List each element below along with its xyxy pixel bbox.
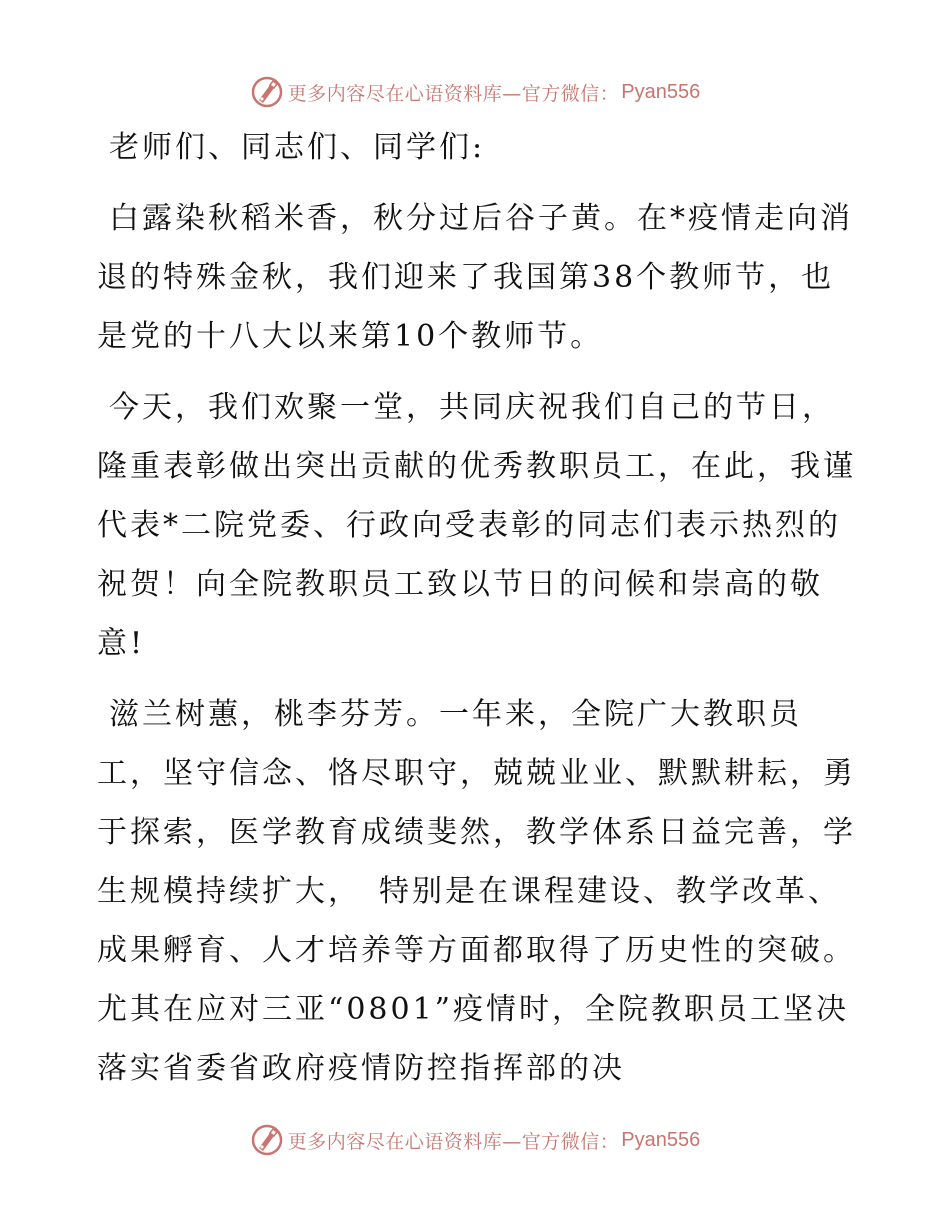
paragraph-1: 白露染秋稻米香，秋分过后谷子黄。在*疫情走向消退的特殊金秋，我们迎来了我国第38个教师节，也是党的十八大以来第10个教师节。 — [97, 201, 853, 354]
header-watermark-banner — [0, 72, 950, 112]
pen-logo-icon — [250, 75, 284, 109]
pen-logo-icon — [250, 1123, 284, 1157]
header-wechat-handle: Pyan556 — [621, 80, 701, 103]
footer-watermark-banner — [0, 1120, 950, 1160]
footer-wechat-handle: Pyan556 — [621, 1128, 701, 1151]
document-body — [97, 118, 857, 1110]
greeting-line: 老师们、同志们、同学们: — [109, 130, 486, 165]
paragraph-2: 今天，我们欢聚一堂，共同庆祝我们自己的节日，隆重表彰做出突出贡献的优秀教职员工，在此，我谨代表*二院党委、行政向受表彰的同志们表示热烈的祝贺！向全院教职员工致以节日的问候和崇高的敬意! — [97, 390, 856, 661]
footer-banner-text: 更多内容尽在心语资料库—官方微信： — [287, 1130, 620, 1153]
paragraph-3: 滋兰树蕙，桃李芬芳。一年来，全院广大教职员工，坚守信念、恪尽职守，兢兢业业、默默耕耘，勇于探索，医学教育成绩斐然，教学体系日益完善，学生规模持续扩大， 特别是在课程建设、教学改革、成果孵育、人才培养等方面都取得了历史性的突破。尤其在应对三亚“0801”疫情时，全院教职员工坚决落实省委省政府疫情防控指挥部的决 — [97, 697, 856, 1086]
header-banner-text: 更多内容尽在心语资料库—官方微信： — [287, 82, 620, 105]
